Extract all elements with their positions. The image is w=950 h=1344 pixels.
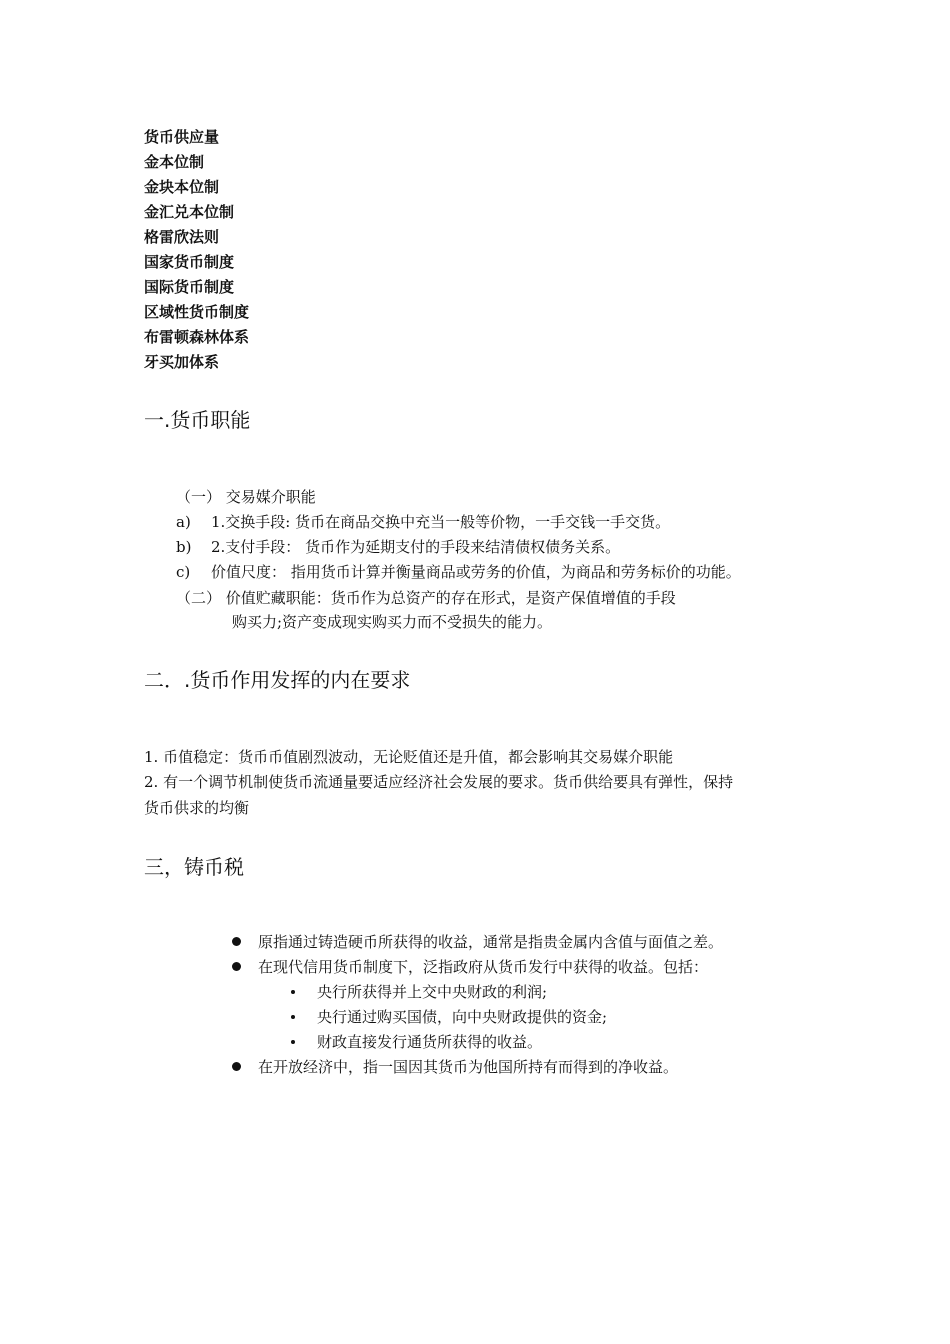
term-item: 国家货币制度 bbox=[144, 253, 235, 271]
term-item: 区域性货币制度 bbox=[144, 303, 250, 321]
sub-bullet-icon bbox=[291, 1040, 295, 1044]
sub-bullet-icon bbox=[291, 990, 295, 994]
bullet-icon bbox=[232, 962, 241, 971]
term-item: 国际货币制度 bbox=[144, 278, 235, 296]
sub-bullet-text: 央行所获得并上交中央财政的利润; bbox=[317, 983, 548, 1001]
list-item-text: 价值尺度： 指用货币计算并衡量商品或劳务的价值，为商品和劳务标价的功能。 bbox=[211, 563, 741, 581]
term-item: 牙买加体系 bbox=[144, 353, 220, 371]
term-item: 金本位制 bbox=[144, 153, 205, 171]
list-marker: b) bbox=[176, 538, 192, 556]
list-marker: a) bbox=[176, 513, 191, 531]
term-item: 货币供应量 bbox=[144, 128, 220, 146]
section-heading: 二．.货币作用发挥的内在要求 bbox=[144, 668, 411, 692]
term-item: 格雷欣法则 bbox=[144, 228, 220, 246]
bullet-text: 在开放经济中，指一国因其货币为他国所持有而得到的净收益。 bbox=[258, 1058, 679, 1076]
sub-bullet-text: 央行通过购买国债，向中央财政提供的资金; bbox=[317, 1008, 608, 1026]
subsection-title: （二） 价值贮藏职能：货币作为总资产的存在形式，是资产保值增值的手段 bbox=[176, 589, 676, 607]
term-item: 金汇兑本位制 bbox=[144, 203, 235, 221]
bullet-text: 在现代信用货币制度下，泛指政府从货币发行中获得的收益。包括： bbox=[258, 958, 709, 976]
list-marker: c) bbox=[176, 563, 191, 581]
section-heading: 三，铸币税 bbox=[144, 855, 244, 879]
sub-bullet-text: 财政直接发行通货所获得的收益。 bbox=[317, 1033, 543, 1051]
subsection-title: （一） 交易媒介职能 bbox=[176, 488, 316, 506]
paragraph-continuation: 货币供求的均衡 bbox=[144, 799, 250, 817]
numbered-item: 2. 有一个调节机制使货币流通量要适应经济社会发展的要求。货币供给要具有弹性，保持 bbox=[144, 773, 734, 791]
section-heading: 一.货币职能 bbox=[144, 408, 251, 432]
sub-bullet-icon bbox=[291, 1015, 295, 1019]
numbered-item: 1. 币值稳定：货币币值剧烈波动，无论贬值还是升值，都会影响其交易媒介职能 bbox=[144, 748, 674, 766]
term-item: 布雷顿森林体系 bbox=[144, 328, 250, 346]
list-item-text: 2.支付手段： 货币作为延期支付的手段来结清债权债务关系。 bbox=[211, 538, 621, 556]
term-item: 金块本位制 bbox=[144, 178, 220, 196]
bullet-icon bbox=[232, 1062, 241, 1071]
bullet-text: 原指通过铸造硬币所获得的收益，通常是指贵金属内含值与面值之差。 bbox=[258, 933, 724, 951]
bullet-icon bbox=[232, 937, 241, 946]
paragraph-continuation: 购买力;资产变成现实购买力而不受损失的能力。 bbox=[232, 613, 553, 631]
list-item-text: 1.交换手段: 货币在商品交换中充当一般等价物，一手交钱一手交货。 bbox=[211, 513, 671, 531]
